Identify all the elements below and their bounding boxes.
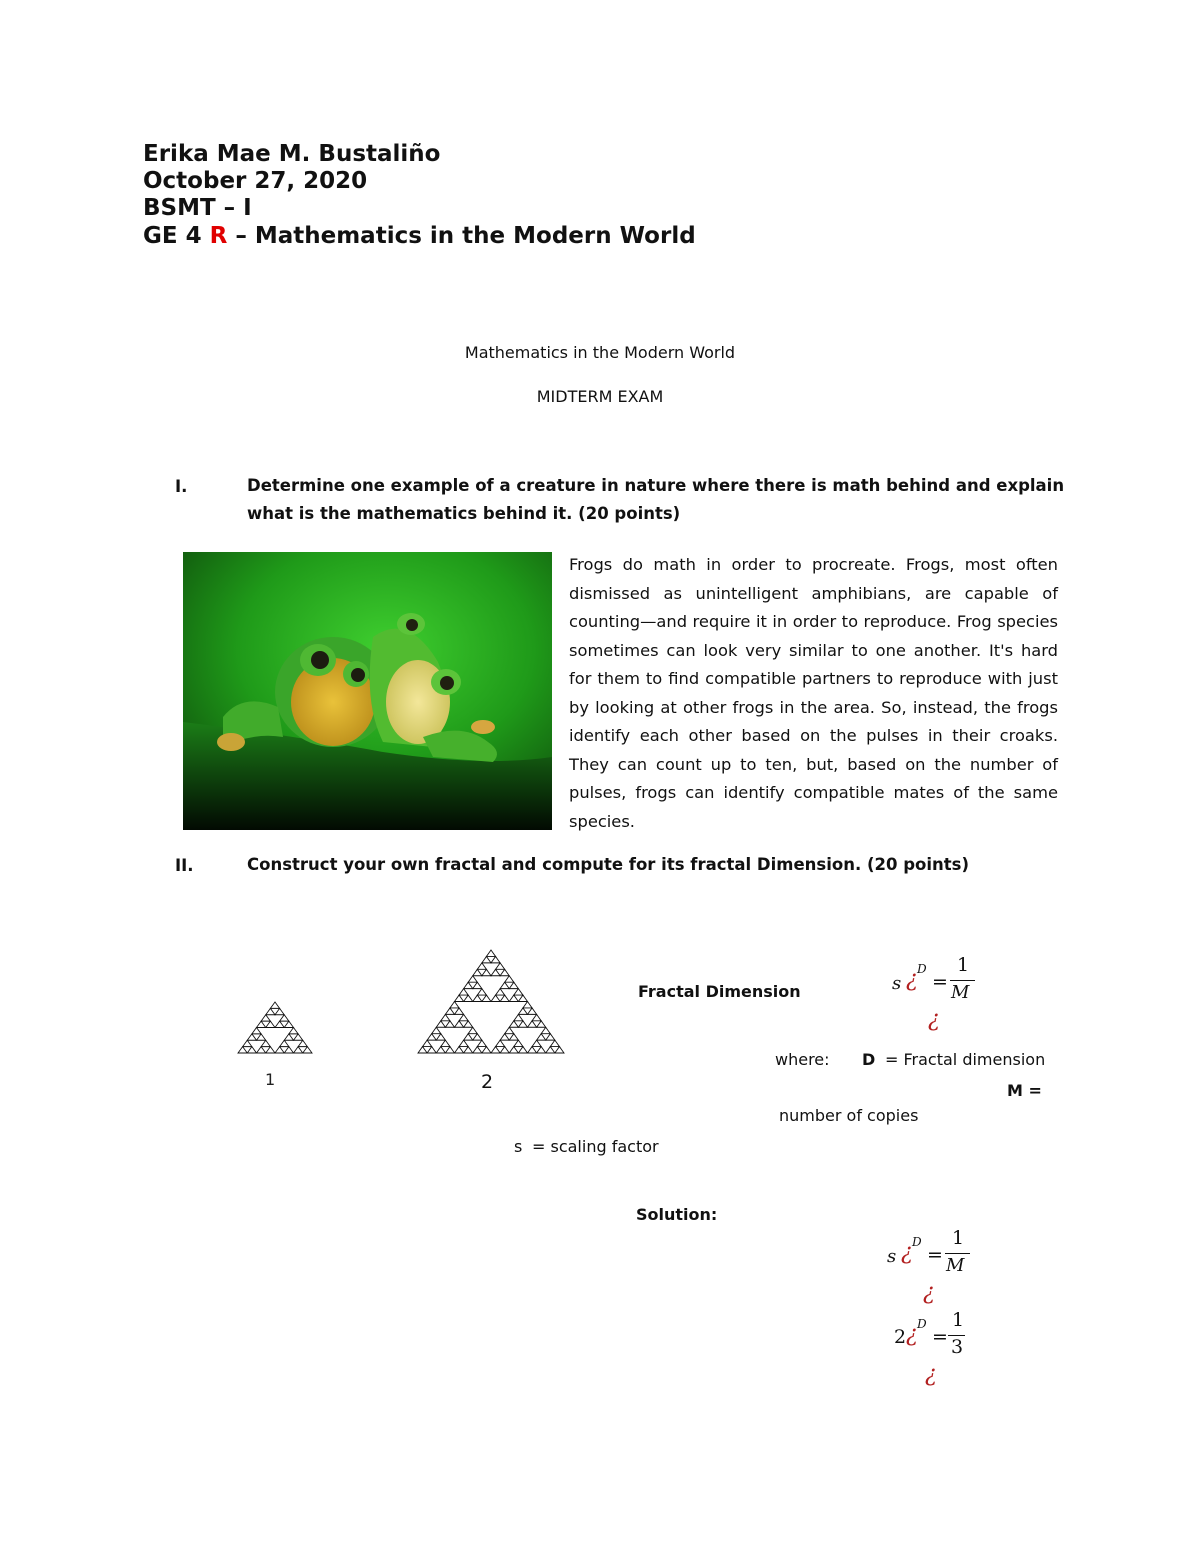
course-title: [143, 223, 696, 250]
sierpinski-triangle-1: [236, 1000, 314, 1055]
frogs-photo: [183, 552, 552, 830]
d-definition: = Fractal dimension: [885, 1050, 1046, 1069]
formula-s: s: [892, 973, 902, 994]
solution-q: ¿: [901, 1240, 913, 1265]
student-name: Erika Mae M. Bustaliño: [143, 141, 441, 167]
question-1-line-1: Determine one example of a creature in nature where there is math behind and explain: [247, 476, 1065, 495]
step2-q: ¿: [906, 1322, 918, 1347]
formula-block: [890, 955, 980, 1035]
solution-den: M: [946, 1255, 965, 1276]
step2-d: D: [917, 1317, 927, 1331]
step2-num: 1: [952, 1309, 965, 1331]
step2-base: 2: [894, 1326, 907, 1348]
course-accent: R: [209, 223, 228, 249]
question-1-answer: Frogs do math in order to procreate. Frogs, most often dismissed as unintelligent amphibians, are capable of counting—and require it in order to reproduce. Frog species sometimes can look very similar to one another. It's hard for them to find compatible partners to reproduce with just by looking at other frogs in the area. So, instead, the frogs identify each other based on the pulses in their croaks. They can count up to ten, but, based on the number of pulses, frogs can identify compatible mates of the same species.: [569, 555, 1058, 831]
solution-s: s: [887, 1246, 897, 1267]
fractal-dimension-label: Fractal Dimension: [638, 982, 801, 1001]
m-definition: number of copies: [779, 1106, 919, 1125]
question-1-number: I.: [175, 477, 188, 496]
solution-formula: [885, 1228, 975, 1308]
question-1-text: [247, 472, 1067, 528]
figure-2-label: 2: [481, 1071, 494, 1093]
where-label: where:: [775, 1050, 830, 1069]
frogs-photo-svg: [183, 552, 552, 830]
s-symbol: s: [514, 1137, 523, 1156]
d-symbol: D: [862, 1050, 876, 1069]
formula-q: ¿: [906, 967, 918, 992]
program: BSMT – I: [143, 195, 252, 221]
step2-eq: =: [932, 1326, 948, 1348]
question-2-text: Construct your own fractal and compute for its fractal Dimension. (20 points): [247, 855, 970, 874]
formula-num: 1: [957, 954, 970, 976]
step2-q-below: ¿: [925, 1362, 937, 1387]
step2-den: 3: [951, 1336, 964, 1358]
figure-1-label: 1: [265, 1070, 276, 1089]
formula-den: M: [951, 982, 970, 1003]
s-definition: = scaling factor: [532, 1137, 659, 1156]
question-2-number: II.: [175, 856, 194, 875]
solution-d: D: [912, 1235, 922, 1249]
solution-eq: =: [927, 1244, 943, 1266]
subject-title: Mathematics in the Modern World: [464, 343, 736, 362]
solution-step-2: [890, 1310, 980, 1390]
formula-q-below: ¿: [928, 1007, 940, 1032]
fractal-figure-2: [416, 948, 566, 1055]
formula-d: D: [917, 962, 927, 976]
solution-q-below: ¿: [923, 1280, 935, 1305]
question-1-line-2: what is the mathematics behind it. (20 points): [247, 504, 681, 523]
m-symbol: M =: [1007, 1081, 1042, 1100]
formula-eq: =: [932, 971, 948, 993]
solution-label: Solution:: [636, 1205, 718, 1224]
fractal-figure-1: [236, 1000, 314, 1055]
course-prefix: GE 4: [143, 223, 210, 249]
exam-date: October 27, 2020: [143, 168, 368, 194]
solution-num: 1: [952, 1227, 965, 1249]
course-suffix: – Mathematics in the Modern World: [227, 223, 696, 249]
sierpinski-triangle-2: [416, 948, 566, 1055]
exam-title: MIDTERM EXAM: [536, 387, 664, 406]
